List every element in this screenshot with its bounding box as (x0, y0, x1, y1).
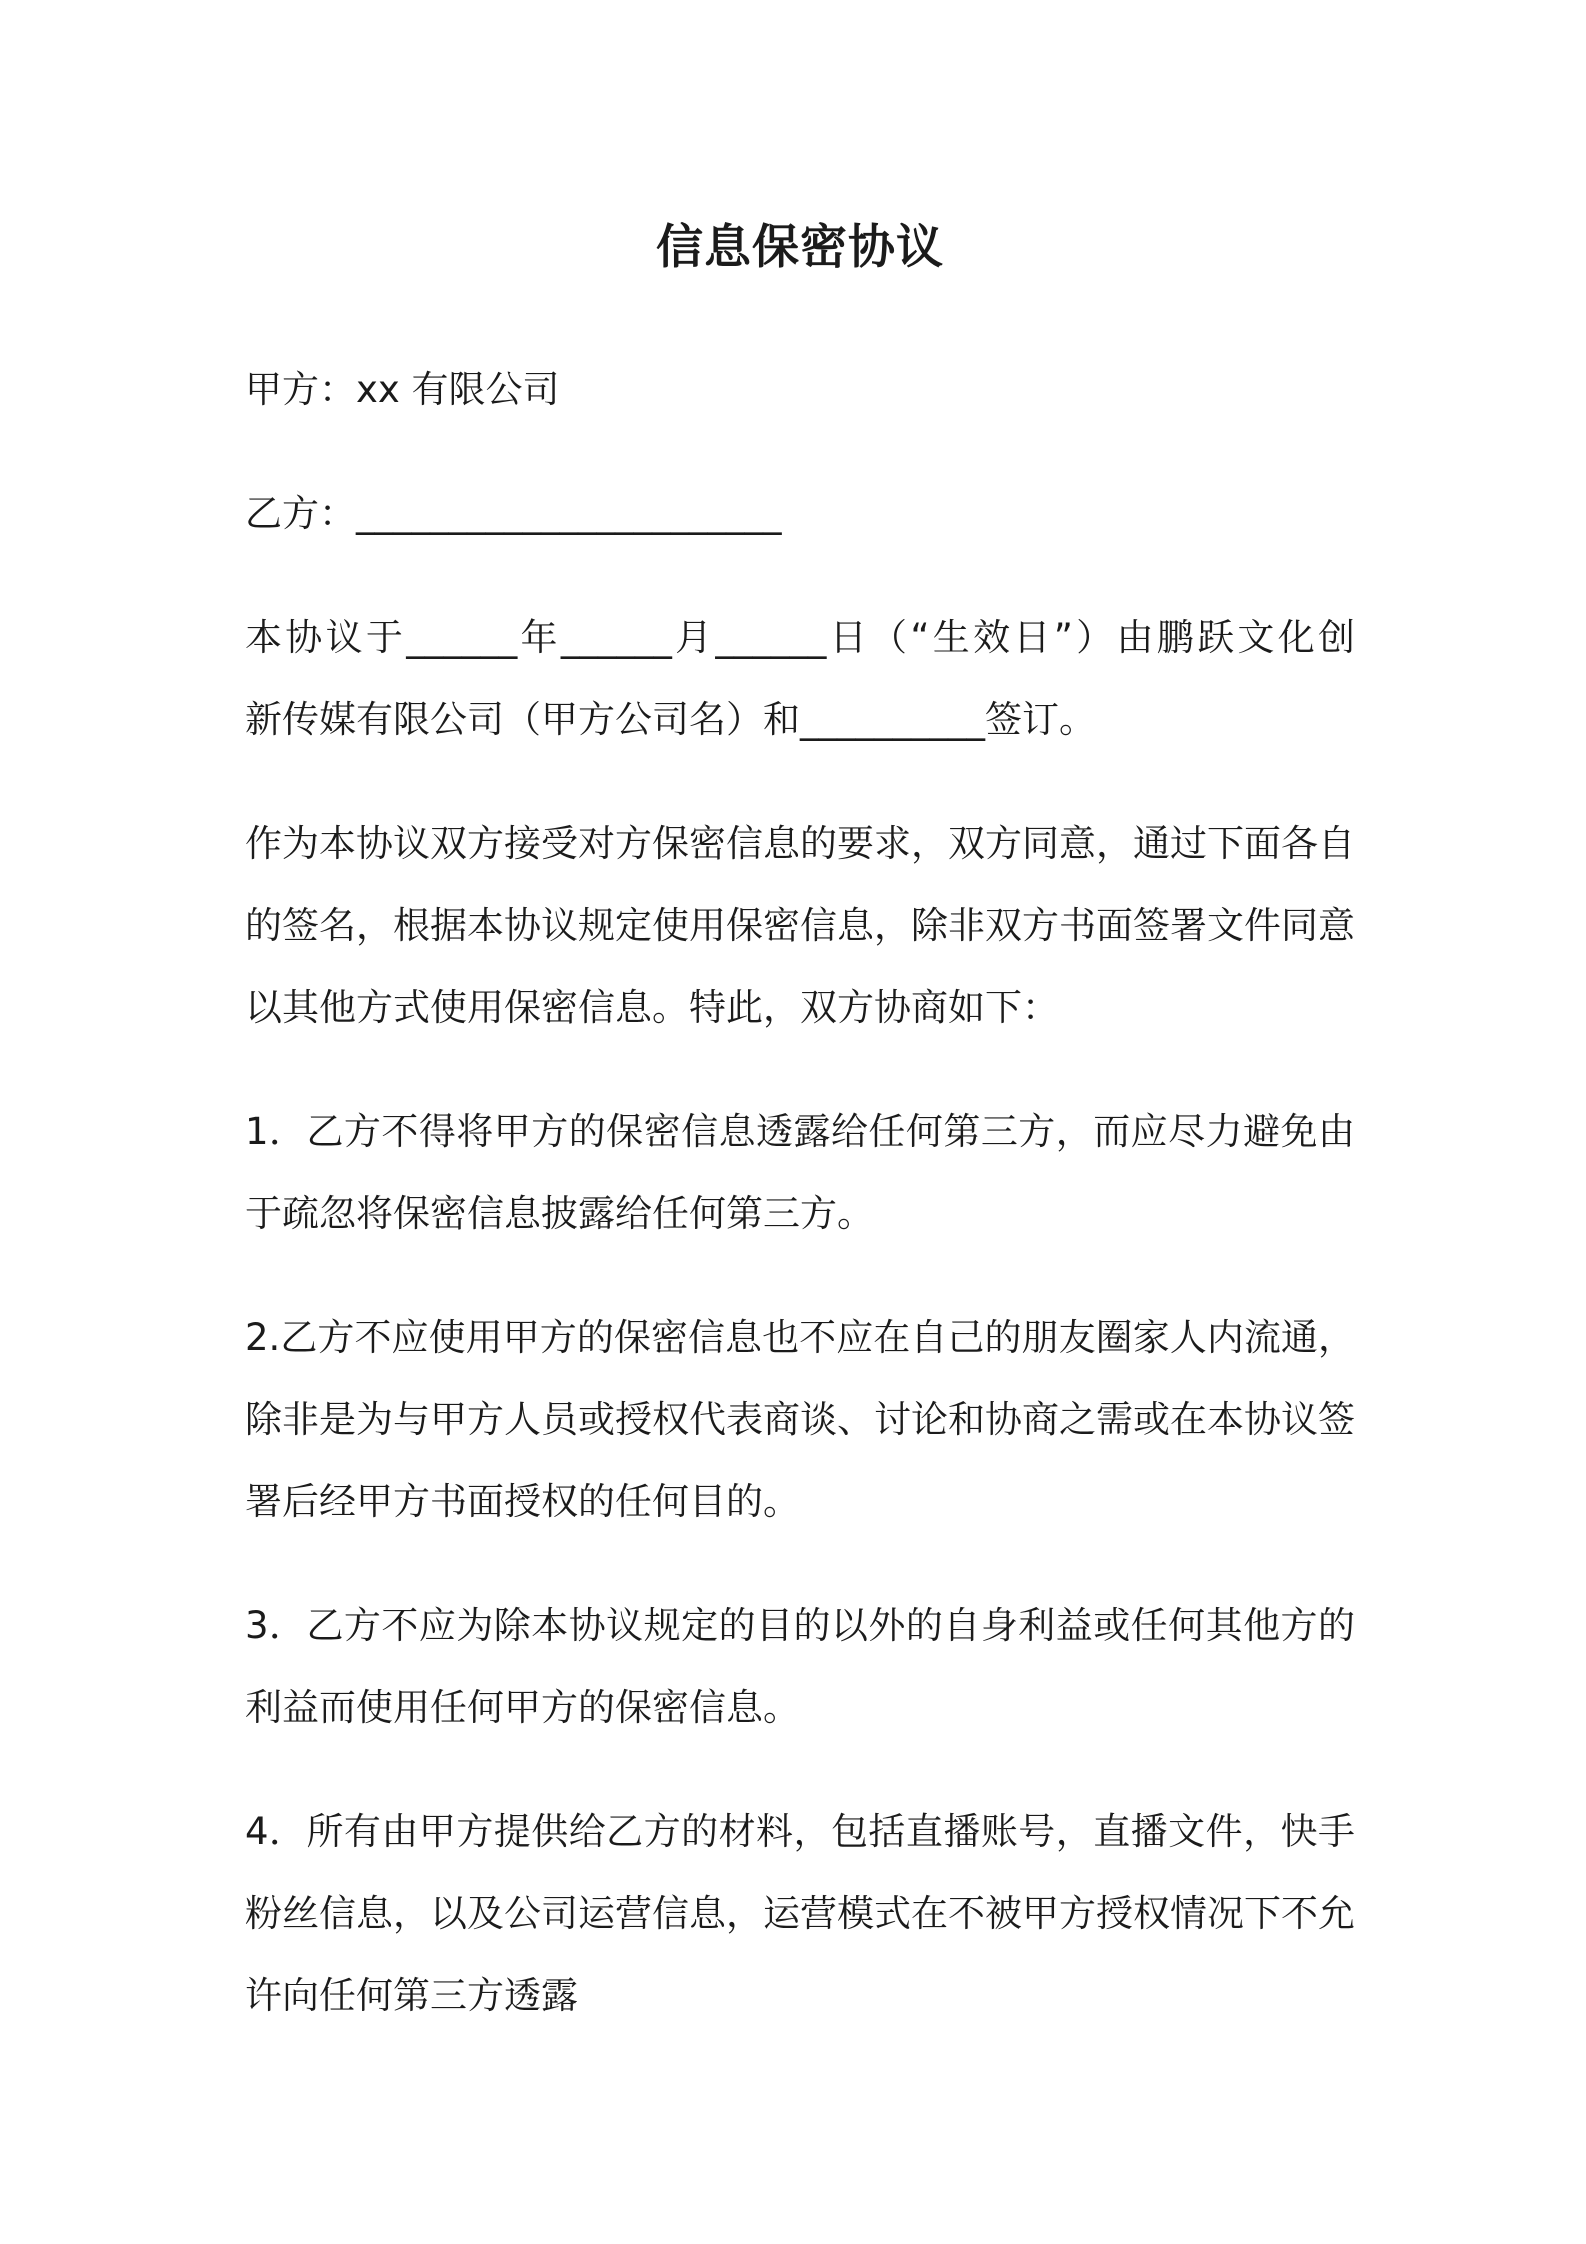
clause-3-paragraph (245, 1585, 1355, 1749)
clause-2-paragraph (245, 1297, 1355, 1543)
paragraph-line: 粉丝信息，以及公司运营信息，运营模式在不被甲方授权情况下不允 (245, 1892, 1355, 1935)
paragraph-line: 2.乙方不应使用甲方的保密信息也不应在自己的朋友圈家人内流通， (245, 1316, 1355, 1359)
paragraph-line: 3．乙方不应为除本协议规定的目的以外的自身利益或任何其他方的 (245, 1604, 1355, 1647)
preamble-paragraph (245, 803, 1355, 1049)
party-b-paragraph (245, 473, 1355, 555)
clause-1-paragraph (245, 1091, 1355, 1255)
paragraph-line: 作为本协议双方接受对方保密信息的要求，双方同意，通过下面各自 (245, 822, 1355, 865)
paragraph-line: 以其他方式使用保密信息。特此，双方协商如下： (245, 986, 1059, 1029)
paragraph-line: 本协议于______年______月______日（“生效日”）由鹏跃文化创 (245, 616, 1355, 659)
document-title: 信息保密协议 (656, 220, 944, 275)
paragraph-line: 利益而使用任何甲方的保密信息。 (245, 1686, 800, 1729)
paragraph-line: 的签名，根据本协议规定使用保密信息，除非双方书面签署文件同意 (245, 904, 1355, 947)
paragraph-line: 署后经甲方书面授权的任何目的。 (245, 1480, 800, 1523)
paragraph-line: 许向任何第三方透露 (245, 1974, 578, 2017)
party-b-line: 乙方：_______________________ (245, 492, 782, 535)
paragraph-line: 1．乙方不得将甲方的保密信息透露给任何第三方，而应尽力避免由 (245, 1110, 1355, 1153)
party-a-paragraph (245, 349, 1355, 431)
clause-4-paragraph (245, 1791, 1355, 2037)
party-a-line: 甲方：xx 有限公司 (245, 368, 560, 411)
paragraph-line: 除非是为与甲方人员或授权代表商谈、讨论和协商之需或在本协议签 (245, 1398, 1355, 1441)
paragraph-line: 4．所有由甲方提供给乙方的材料，包括直播账号，直播文件，快手 (245, 1810, 1355, 1853)
paragraph-line: 于疏忽将保密信息披露给任何第三方。 (245, 1192, 874, 1235)
effective-date-paragraph (245, 597, 1355, 761)
document-body (245, 349, 1355, 2079)
paragraph-line: 新传媒有限公司（甲方公司名）和__________签订。 (245, 698, 1096, 741)
